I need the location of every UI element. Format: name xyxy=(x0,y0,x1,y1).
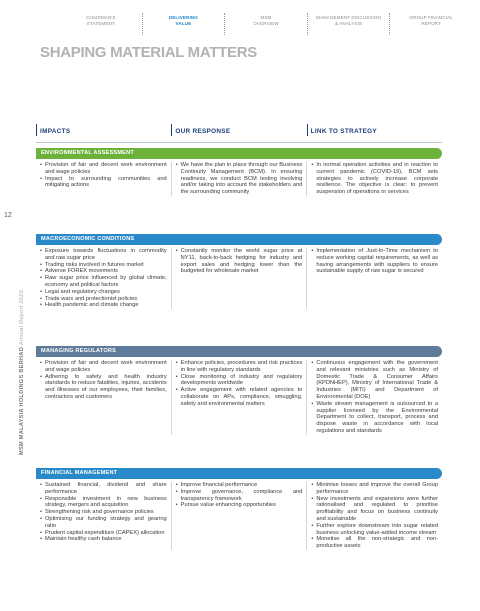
bullet-item: • Legal and regulatory changes xyxy=(40,289,167,296)
bullet-item: • Pursue value enhancing opportunities xyxy=(176,502,303,509)
bullet-item: • Impact to surrounding communities and mitigating actions xyxy=(40,176,167,190)
side-running-text xyxy=(19,290,25,455)
response-cell xyxy=(172,360,308,435)
section-nav xyxy=(60,13,472,35)
bullet-item: • Adverse FOREX movements xyxy=(40,268,167,275)
strategy-list xyxy=(311,482,438,550)
bullet-item: • Implementation of Just-In-Time mechanism to reduce working capital requirements, as well as having arrangements with suppliers to ensure sustainable supply of raw sugar is secured xyxy=(311,248,438,275)
strategy-list xyxy=(311,162,438,196)
bullet-item: • New investments and expansions were further rationalised and regulated to prioritise profitability and focus on business continuity and sustainable xyxy=(311,496,438,523)
impacts-list xyxy=(40,248,167,309)
bullet-item: • Trade wars and protectionist policies xyxy=(40,296,167,303)
bullet-item: • Minimise losses and improve the overall Group performance xyxy=(311,482,438,496)
nav-group-financial-report[interactable]: GROUP FINANCIAL REPORT xyxy=(409,15,453,26)
strategy-cell xyxy=(307,248,442,309)
nav-chairmans-statement[interactable]: CHAIRMAN'S STATEMENT xyxy=(60,13,143,35)
bullet-item: • Provision of fair and decent work environment and wage policies xyxy=(40,162,167,176)
page-title: SHAPING MATERIAL MATTERS xyxy=(40,44,257,61)
impacts-cell xyxy=(36,482,172,550)
bullet-item: • Exposure towards fluctuations in commodity and raw sugar price xyxy=(40,248,167,262)
nav-management-discussion[interactable]: MANAGEMENT DISCUSSION & ANALYSIS xyxy=(308,13,391,35)
response-cell xyxy=(172,162,308,196)
section-managing-regulators xyxy=(36,346,442,435)
response-list xyxy=(176,360,303,408)
bullet-item: • Strengthening risk and governance policies xyxy=(40,509,167,516)
strategy-list xyxy=(311,248,438,275)
bullet-item: • Health pandemic and climate change xyxy=(40,302,167,309)
bullet-item: • Active engagement with related agencies to collaborate on APs, compliance, smuggling, safety and environmental matters xyxy=(176,387,303,407)
impacts-cell xyxy=(36,248,172,309)
bullet-item: • We have the plan in place through our Business Continuity Management (BCM). In ensuring readiness, we conduct BCM testing involving and/or taking into account the stakeholders and the surrounding community xyxy=(176,162,303,196)
nav-delivering-value[interactable]: DELIVERING VALUE xyxy=(143,13,226,35)
bullet-item: • Monetise all the non-strategic and non-productive assets xyxy=(311,536,438,550)
bullet-item: • Provision of fair and decent work environment and wage policies xyxy=(40,360,167,374)
column-header-strategy: LINK TO STRATEGY xyxy=(307,128,442,142)
response-list xyxy=(176,482,303,509)
section-macroeconomic-conditions xyxy=(36,234,442,309)
impacts-list xyxy=(40,360,167,401)
impacts-cell xyxy=(36,360,172,435)
section-title: FINANCIAL MANAGEMENT xyxy=(36,468,442,479)
side-company-name: MSM MALAYSIA HOLDINGS BERHAD xyxy=(19,346,25,455)
bullet-item: • Responsible investment in new business strategy, mergers and acquisition xyxy=(40,496,167,510)
section-rows xyxy=(36,159,442,196)
bullet-item: • Enhance policies, procedures and risk practices in line with regulatory standards xyxy=(176,360,303,374)
section-rows xyxy=(36,245,442,309)
response-cell xyxy=(172,248,308,309)
strategy-list xyxy=(311,360,438,435)
impacts-list xyxy=(40,482,167,543)
section-title: MANAGING REGULATORS xyxy=(36,346,442,357)
bullet-item: • Constantly monitor the world sugar price at NY11, back-to-back hedging for industry and export sales and hedging lower than the budgeted for wholesale market xyxy=(176,248,303,275)
bullet-item: • In normal operation activities and in reaction to current pandemic (COVID-19), BCM sets strategies to actively increase corporate resilience. The objective is clear: to prevent suspension of operations or services xyxy=(311,162,438,196)
page-number: 12 xyxy=(4,212,12,219)
section-rows xyxy=(36,357,442,435)
bullet-item: • Optimising our funding strategy and gearing ratio xyxy=(40,516,167,530)
bullet-item: • Raw sugar price influenced by global climate, economy and political factors xyxy=(40,275,167,289)
section-environmental-assessment xyxy=(36,148,442,196)
bullet-item: • Prudent capital expenditure (CAPEX) allocation xyxy=(40,530,167,537)
section-title: ENVIRONMENTAL ASSESSMENT xyxy=(36,148,442,159)
response-cell xyxy=(172,482,308,550)
bullet-item: • Improve governance, compliance and transparency framework xyxy=(176,489,303,503)
impacts-cell xyxy=(36,162,172,196)
bullet-item: • Sustained financial, dividend and share performance xyxy=(40,482,167,496)
impacts-list xyxy=(40,162,167,189)
nav-msm-overview[interactable]: MSM OVERVIEW xyxy=(225,13,308,35)
column-headers xyxy=(36,128,442,143)
response-list xyxy=(176,162,303,196)
strategy-cell xyxy=(307,360,442,435)
section-rows xyxy=(36,479,442,550)
bullet-item: • Continuous engagement with the government and relevant ministries such as Ministry of Domestic Trade & Consumer Affairs (KPDNHEP), Ministry of International Trade & Industries (MITI) and Department of Environmental (DOE) xyxy=(311,360,438,401)
section-title: MACROECONOMIC CONDITIONS xyxy=(36,234,442,245)
bullet-item: • Further explore downstream into sugar related business unlocking value-added income stream xyxy=(311,523,438,537)
bullet-item: • Maintain healthy cash balance xyxy=(40,536,167,543)
strategy-cell xyxy=(307,482,442,550)
bullet-item: • Trading risks involved in futures market xyxy=(40,262,167,269)
side-report-name: Annual Report 2020 xyxy=(19,289,25,346)
bullet-item: • Improve financial performance xyxy=(176,482,303,489)
bullet-item: • Adhering to safety and health industry standards to reduce fatalities, injuries, accidents and illnesses of our employees, their families, contractors and customers xyxy=(40,374,167,401)
bullet-item: • Waste stream management is outsourced to a supplier licensed by the Environmental Department to collect, transport, process and dispose waste in accordance with local regulations and standards xyxy=(311,401,438,435)
column-header-impacts: IMPACTS xyxy=(36,128,171,142)
strategy-cell xyxy=(307,162,442,196)
section-financial-management xyxy=(36,468,442,550)
bullet-item: • Close monitoring of industry and regulatory developments worldwide xyxy=(176,374,303,388)
response-list xyxy=(176,248,303,275)
column-header-response: OUR RESPONSE xyxy=(171,128,306,142)
